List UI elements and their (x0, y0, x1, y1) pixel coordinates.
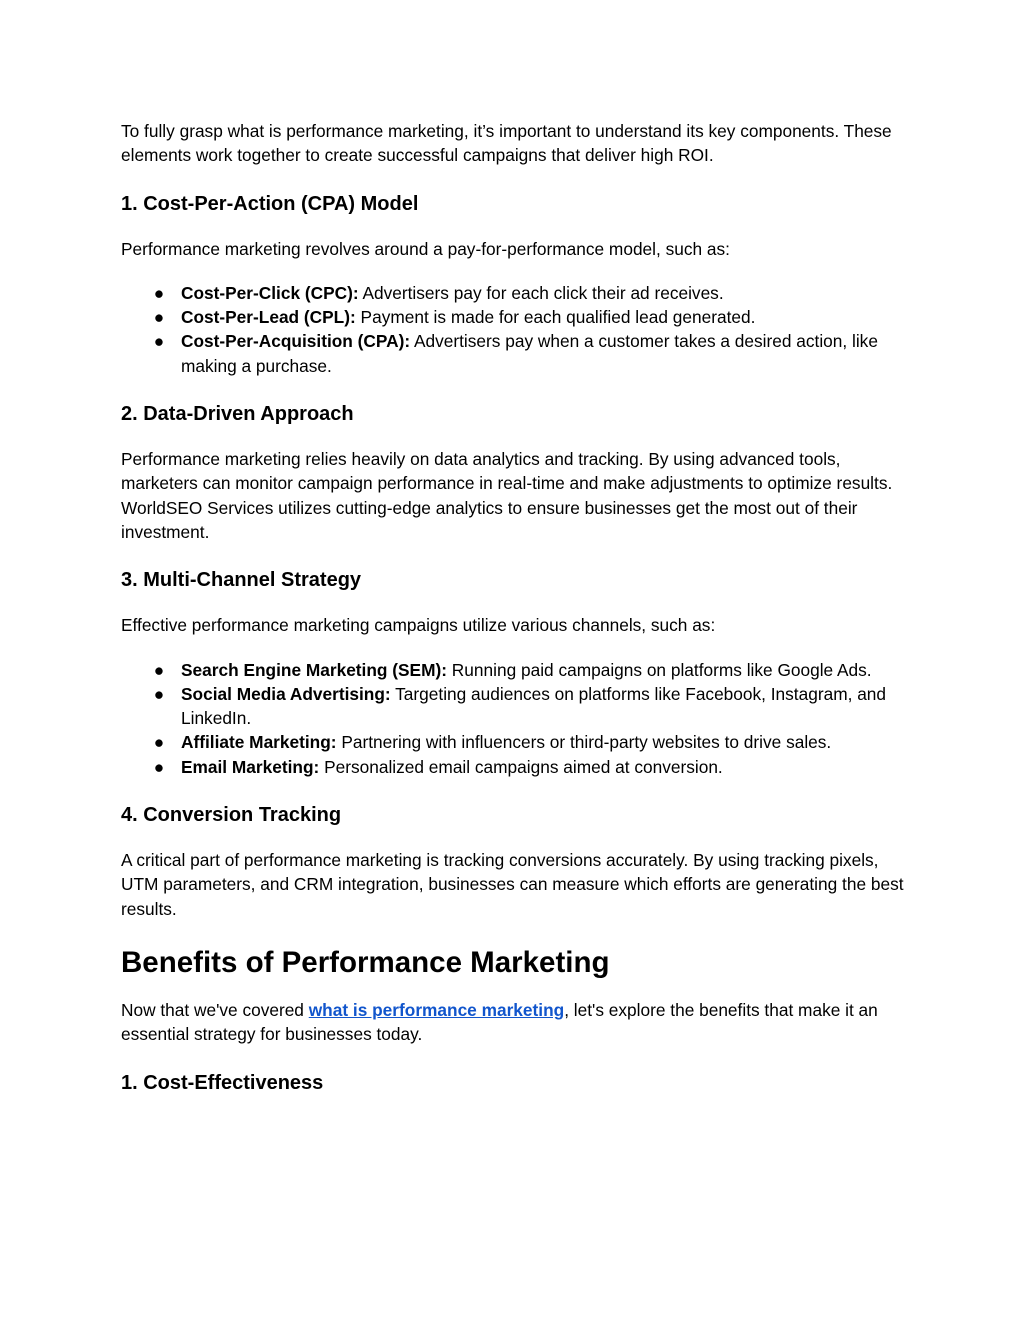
document-page (121, 119, 911, 1096)
list-item (121, 730, 911, 754)
list-item-text: Running paid campaigns on platforms like Google Ads. (447, 659, 872, 680)
section-heading-data-driven: 2. Data-Driven Approach (121, 403, 354, 426)
list-item-text: Payment is made for each qualified lead generated. (355, 307, 756, 328)
bullet-icon: ● (153, 732, 165, 753)
list-item-term: Search Engine Marketing (SEM): (181, 659, 447, 680)
bullet-icon: ● (153, 683, 165, 704)
list-item-term: Cost-Per-Click (CPC): (181, 282, 359, 303)
list-item (121, 755, 911, 779)
list-item-text: Advertisers pay when a customer takes a desired action, like making a purchase. (181, 331, 878, 376)
list-item (121, 281, 911, 305)
list-item-term: Cost-Per-Acquisition (CPA): (181, 331, 411, 352)
list-item (121, 682, 911, 731)
list-item (121, 329, 911, 378)
list-item-text: Targeting audiences on platforms like Facebook, Instagram, and LinkedIn. (181, 683, 887, 729)
list-item-term: Social Media Advertising: (181, 683, 391, 704)
list-item (121, 658, 911, 682)
list-item-term: Affiliate Marketing: (181, 732, 337, 753)
benefits-text-after: , let's explore the benefits that make it an essential strategy for businesses today. (121, 999, 878, 1045)
list-item-text: Partnering with influencers or third-party websites to drive sales. (336, 732, 832, 753)
section-paragraph-multi-channel: Effective performance marketing campaigns utilize various channels, such as: (121, 615, 716, 636)
benefits-heading: Benefits of Performance Marketing (121, 945, 610, 979)
list-item (121, 305, 911, 329)
list-item-text: Personalized email campaigns aimed at conversion. (319, 756, 723, 777)
section-heading-cost-effectiveness: 1. Cost-Effectiveness (121, 1071, 324, 1094)
intro-paragraph: To fully grasp what is performance marketing, it’s important to understand its key components. These elements work together to create successful campaigns that deliver high ROI. (121, 121, 892, 166)
list-item-term: Cost-Per-Lead (CPL): (181, 307, 356, 328)
section-paragraph-cpa-model: Performance marketing revolves around a pay-for-performance model, such as: (121, 238, 730, 259)
bullet-icon: ● (153, 659, 165, 680)
list-item-text: Advertisers pay for each click their ad receives. (358, 282, 724, 303)
section-heading-cpa-model: 1. Cost-Per-Action (CPA) Model (121, 192, 419, 215)
benefits-text-before: Now that we've covered (121, 999, 309, 1020)
channel-list (121, 658, 911, 779)
what-is-performance-marketing-link[interactable]: what is performance marketing (308, 999, 565, 1020)
section-paragraph-data-driven: Performance marketing relies heavily on data analytics and tracking. By using advanced tools, marketers can monitor campaign performance in real-time and make adjustments to optimize results. WorldSEO Services utilizes cutting-edge analytics to ensure businesses get the most out of their investment. (121, 449, 893, 542)
bullet-icon: ● (153, 756, 165, 777)
list-item-term: Email Marketing: (181, 756, 320, 777)
benefits-paragraph (121, 998, 911, 1047)
bullet-icon: ● (153, 307, 165, 328)
pricing-model-list (121, 281, 911, 378)
section-heading-conversion-tracking: 4. Conversion Tracking (121, 804, 342, 827)
section-paragraph-conversion-tracking: A critical part of performance marketing is tracking conversions accurately. By using tracking pixels, UTM parameters, and CRM integration, businesses can measure which efforts are generating the best results. (121, 850, 904, 919)
bullet-icon: ● (153, 282, 165, 303)
section-heading-multi-channel: 3. Multi-Channel Strategy (121, 569, 362, 592)
bullet-icon: ● (153, 331, 165, 352)
